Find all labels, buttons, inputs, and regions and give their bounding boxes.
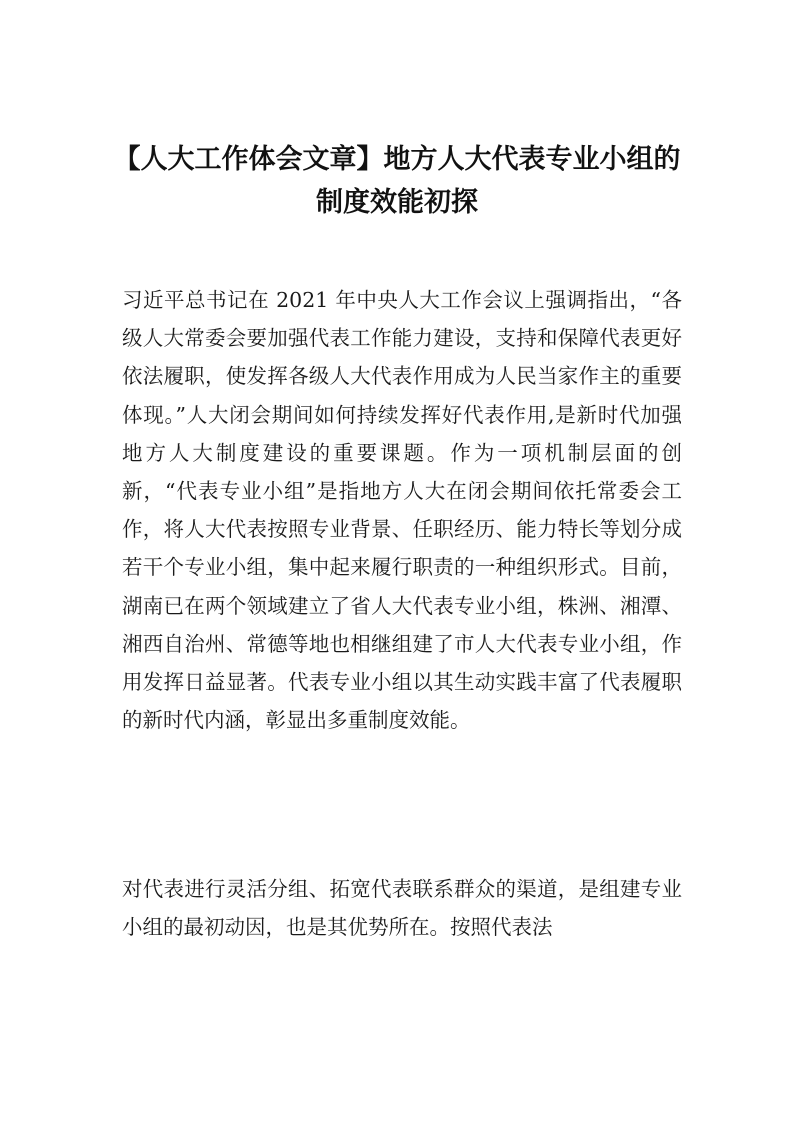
paragraph-1: 习近平总书记在 2021 年中央人大工作会议上强调指出，“各级人大常委会要加强代表工作能力建设，支持和保障代表更好依法履职，使发挥各级人大代表作用成为人民当家作主的重要体现。”人大闭会期间如何持续发挥好代表作用,是新时代加强地方人大制度建设的重要课题。作为一项机制层面的创新，“代表专业小组”是指地方人大在闭会期间依托常委会工作，将人大代表按照专业背景、任职经历、能力特长等划分成若干个专业小组，集中起来履行职责的一种组织形式。目前，湖南已在两个领域建立了省人大代表专业小组，株洲、湘潭、湘西自治州、常德等地也相继组建了市人大代表专业小组，作用发挥日益显著。代表专业小组以其生动实践丰富了代表履职的新时代内涵，彰显出多重制度效能。 [122, 288, 682, 733]
paragraph-2: 对代表进行灵活分组、拓宽代表联系群众的渠道，是组建专业小组的最初动因，也是其优势所在。按照代表法 [122, 877, 682, 940]
document-title: 【人大工作体会文章】地方人大代表专业小组的制度效能初探 [113, 144, 681, 218]
